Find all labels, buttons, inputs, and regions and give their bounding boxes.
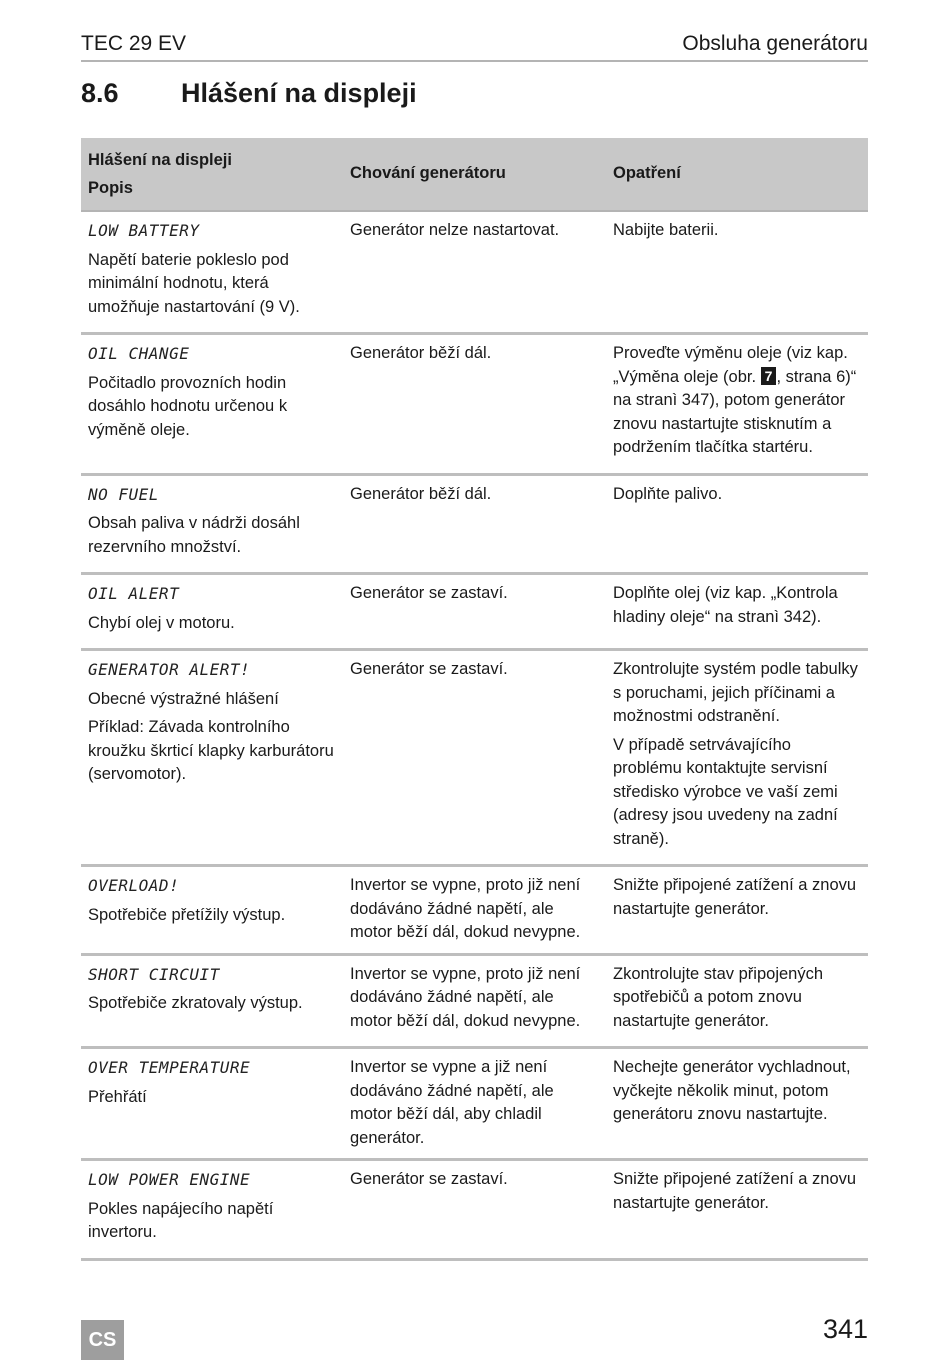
table-row xyxy=(81,1160,868,1260)
display-code: OIL CHANGE xyxy=(88,344,190,363)
message-cell xyxy=(81,866,343,955)
description: Obecné výstražné hlášení xyxy=(88,689,279,708)
description: Spotřebiče zkratovaly výstup. xyxy=(88,994,303,1012)
action-cell: Nabijte baterii. xyxy=(606,211,868,334)
description: Počitadlo provozních hodin dosáhlo hodnotu určenou k výměně oleje. xyxy=(88,373,288,439)
description-example: Příklad: Závada kontrolního kroužku škrticí klapky karburátoru (servomotor). xyxy=(88,718,334,783)
action-cell: Zkontrolujte stav připojených spotřebičů a potom znovu nastartujte generátor. xyxy=(606,954,868,1048)
action-cell: Zkontrolujte systém podle tabulky s poruchami, jejich příčinami a možnostmi odstranění. V případě setrvávajícího problému kontaktujte servisní středisko výrobce ve vaší zemi (adresy jsou uvedeny na zadní straně). xyxy=(606,650,868,866)
display-code: GENERATOR ALERT! xyxy=(88,660,251,679)
table-row xyxy=(81,211,868,334)
behavior-cell: Generátor běží dál. xyxy=(343,334,606,475)
action-cell: Nechejte generátor vychladnout, vyčkejte několik minut, potom generátoru znovu nastartujte. xyxy=(606,1048,868,1160)
header-cell-message: Hlášení na displeji Popis xyxy=(81,138,343,211)
action-cell: Snižte připojené zatížení a znovu nastartujte generátor. xyxy=(606,866,868,955)
message-cell xyxy=(81,334,343,475)
display-messages-table xyxy=(81,138,868,1261)
table-header xyxy=(81,138,868,211)
behavior-cell: Generátor se zastaví. xyxy=(343,650,606,866)
header-product: TEC 29 EV xyxy=(81,32,187,55)
header-chapter: Obsluha generátoru xyxy=(682,32,868,55)
language-badge: CS xyxy=(81,1320,124,1360)
display-code: LOW BATTERY xyxy=(88,221,200,240)
behavior-cell: Generátor běží dál. xyxy=(343,474,606,574)
message-cell xyxy=(81,954,343,1048)
message-cell xyxy=(81,211,343,334)
message-cell xyxy=(81,1048,343,1160)
table-row xyxy=(81,866,868,955)
behavior-cell: Generátor se zastaví. xyxy=(343,1160,606,1260)
action-cell: Doplňte olej (viz kap. „Kontrola hladiny oleje“ na stranì 342). xyxy=(606,574,868,650)
description: Přehřátí xyxy=(88,1087,147,1106)
behavior-cell: Invertor se vypne, proto již není dodáváno žádné napětí, ale motor běží dál, dokud nevypne. xyxy=(343,866,606,955)
table-row xyxy=(81,650,868,866)
section-title xyxy=(81,78,417,109)
message-cell xyxy=(81,650,343,866)
behavior-cell: Generátor nelze nastartovat. xyxy=(343,211,606,334)
description: Spotřebiče přetížily výstup. xyxy=(88,905,286,924)
message-cell xyxy=(81,574,343,650)
table-row xyxy=(81,574,868,650)
page-header xyxy=(81,30,868,62)
section-number: 8.6 xyxy=(81,78,119,108)
table-row xyxy=(81,474,868,574)
behavior-cell: Invertor se vypne, proto již není dodáváno žádné napětí, ale motor běží dál, dokud nevypne. xyxy=(343,954,606,1048)
action-cell: Proveďte výměnu oleje (viz kap. „Výměna oleje (obr. 7 , strana 6)“ na stranì 347), potom generátor znovu nastartujte stisknutím a podržením tlačítka startéru. xyxy=(606,334,868,475)
figure-reference-badge: 7 xyxy=(761,367,777,385)
description: Pokles napájecího napětí invertoru. xyxy=(88,1199,274,1241)
section-heading: Hlášení na displeji xyxy=(181,78,417,108)
display-code: OVERLOAD! xyxy=(88,876,180,895)
display-code: OIL ALERT xyxy=(88,584,180,603)
description: Napětí baterie pokleslo pod minimální hodnotu, která umožňuje nastartování (9 V). xyxy=(88,250,300,316)
message-cell xyxy=(81,474,343,574)
behavior-cell: Invertor se vypne a již není dodáváno žádné napětí, ale motor běží dál, aby chladil generátor. xyxy=(343,1048,606,1160)
behavior-cell: Generátor se zastaví. xyxy=(343,574,606,650)
table-row xyxy=(81,334,868,475)
description: Obsah paliva v nádrži dosáhl rezervního množství. xyxy=(88,514,300,556)
display-code: LOW POWER ENGINE xyxy=(88,1170,251,1189)
action-cell: Doplňte palivo. xyxy=(606,474,868,574)
header-cell-action: Opatření xyxy=(606,138,868,211)
description: Chybí olej v motoru. xyxy=(88,613,235,632)
table-row xyxy=(81,1048,868,1160)
table-row xyxy=(81,954,868,1048)
display-code: SHORT CIRCUIT xyxy=(88,964,220,984)
action-cell: Snižte připojené zatížení a znovu nastartujte generátor. xyxy=(606,1160,868,1260)
display-code: NO FUEL xyxy=(88,484,159,504)
page-number: 341 xyxy=(822,1314,868,1344)
display-code: OVER TEMPERATURE xyxy=(88,1058,251,1077)
message-cell xyxy=(81,1160,343,1260)
header-cell-behavior: Chování generátoru xyxy=(343,138,606,211)
